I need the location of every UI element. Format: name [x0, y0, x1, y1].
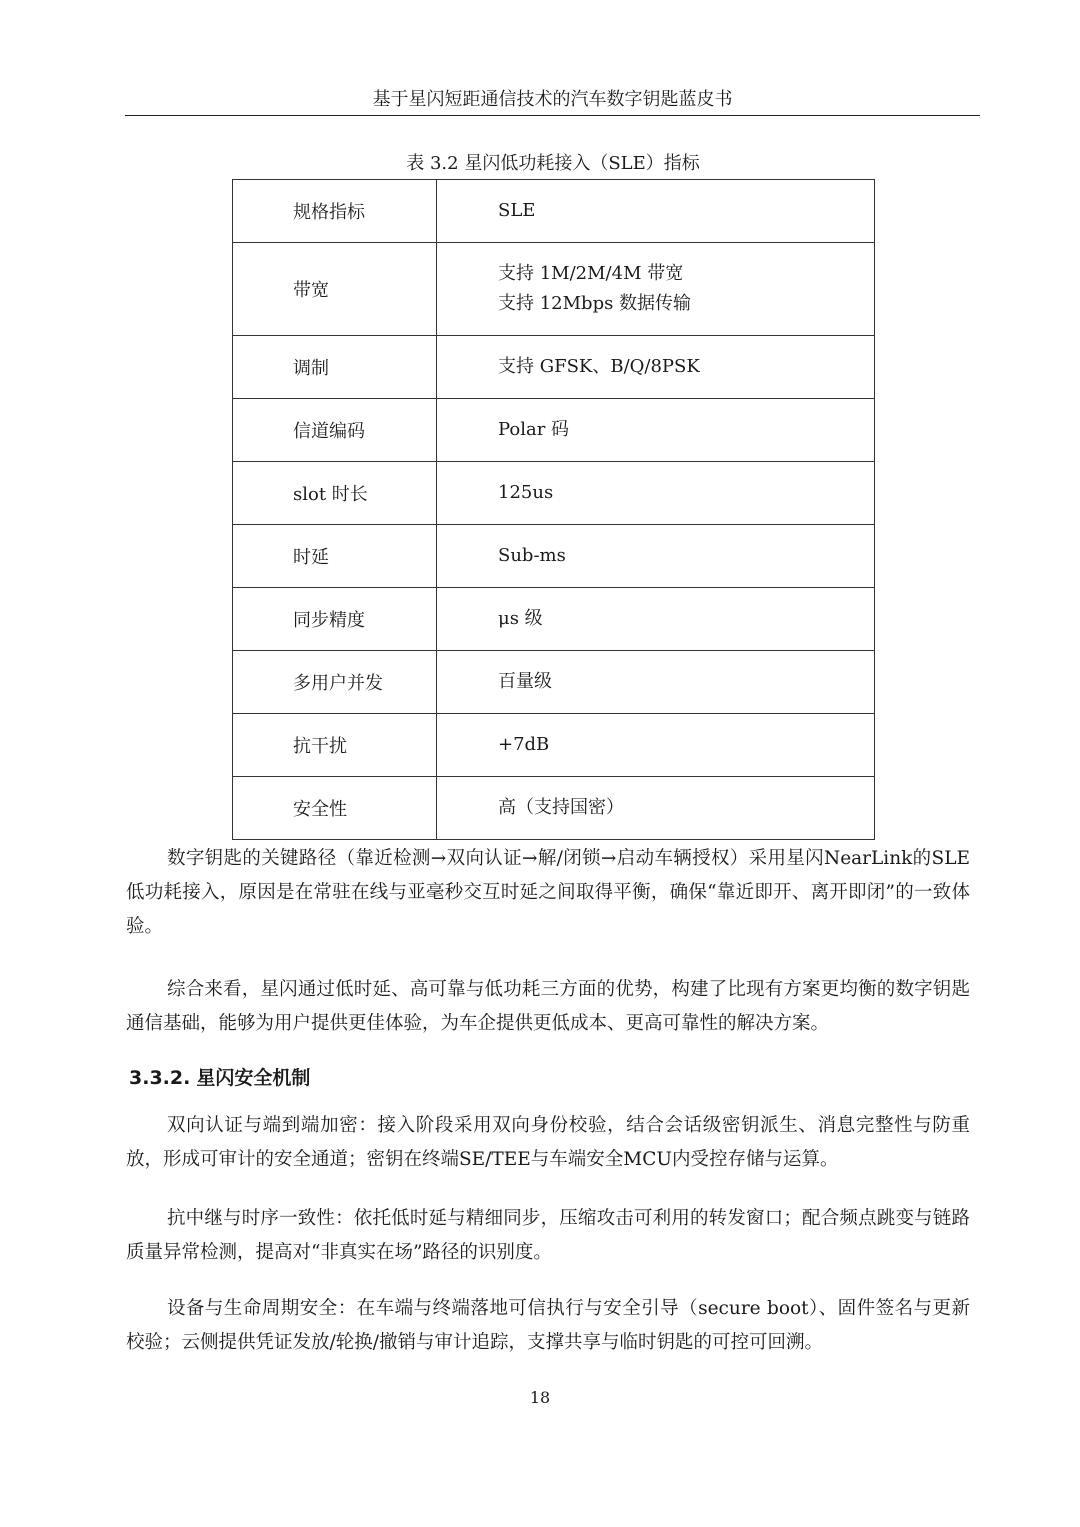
body-paragraph-lifecycle: 设备与生命周期安全：在车端与终端落地可信执行与安全引导（secure boot）、固件签名与更新校验；云侧提供凭证发放/轮换/撤销与审计追踪，支撑共享与临时钥匙的可控可回溯。	[126, 1298, 970, 1353]
spec-value-cell	[437, 651, 875, 714]
spec-value: 支持 1M/2M/4M 带宽	[498, 263, 684, 284]
spec-value-cell	[437, 525, 875, 588]
spec-value: +7dB	[498, 734, 550, 755]
spec-value: Sub-ms	[498, 545, 566, 566]
table-row	[233, 462, 875, 525]
spec-name: 抗干扰	[293, 736, 347, 757]
table-row	[233, 336, 875, 399]
spec-value: SLE	[498, 200, 536, 221]
page-number: 18	[529, 1388, 551, 1407]
spec-name-cell	[233, 777, 437, 840]
section-number: 3.3.2.	[129, 1067, 191, 1089]
spec-name-cell	[233, 651, 437, 714]
spec-value-cell	[437, 399, 875, 462]
table-row	[233, 588, 875, 651]
spec-value: 支持 GFSK、B/Q/8PSK	[498, 356, 700, 377]
spec-name-cell	[233, 243, 437, 336]
spec-value-cell	[437, 462, 875, 525]
spec-name: 多用户并发	[293, 673, 383, 694]
body-paragraph-anti-relay: 抗中继与时序一致性：依托低时延与精细同步，压缩攻击可利用的转发窗口；配合频点跳变与链路质量异常检测，提高对“非真实在场”路径的识别度。	[126, 1208, 970, 1263]
spec-value-cell	[437, 180, 875, 243]
section-heading	[129, 1063, 310, 1093]
table-row	[233, 714, 875, 777]
spec-name: 时延	[293, 547, 329, 568]
body-paragraph-summary: 综合来看，星闪通过低时延、高可靠与低功耗三方面的优势，构建了比现有方案更均衡的数字钥匙通信基础，能够为用户提供更佳体验，为车企提供更低成本、更高可靠性的解决方案。	[126, 979, 970, 1034]
table-row	[233, 399, 875, 462]
spec-name: 规格指标	[293, 202, 365, 223]
spec-name: slot 时长	[293, 484, 368, 505]
spec-value-cell	[437, 588, 875, 651]
table-row	[233, 777, 875, 840]
spec-name-cell	[233, 462, 437, 525]
spec-name: 带宽	[293, 280, 329, 301]
spec-name: 调制	[293, 358, 329, 379]
table-caption: 表 3.2 星闪低功耗接入（SLE）指标	[406, 153, 700, 174]
running-header: 基于星闪短距通信技术的汽车数字钥匙蓝皮书	[372, 89, 733, 110]
table-row	[233, 243, 875, 336]
spec-name-cell	[233, 399, 437, 462]
header-rule	[125, 115, 980, 116]
spec-name-cell	[233, 714, 437, 777]
spec-table	[232, 179, 875, 840]
spec-name-cell	[233, 525, 437, 588]
spec-value: 支持 12Mbps 数据传输	[498, 293, 692, 314]
spec-value-cell	[437, 243, 875, 336]
table-row	[233, 525, 875, 588]
spec-value-cell	[437, 336, 875, 399]
spec-name: 同步精度	[293, 610, 365, 631]
spec-name: 安全性	[293, 799, 347, 820]
section-title: 星闪安全机制	[196, 1067, 311, 1089]
spec-value: μs 级	[498, 608, 543, 629]
spec-name-cell	[233, 180, 437, 243]
spec-name-cell	[233, 336, 437, 399]
spec-name-cell	[233, 588, 437, 651]
spec-value-cell	[437, 777, 875, 840]
spec-value: Polar 码	[498, 419, 570, 440]
spec-value: 百量级	[498, 671, 552, 692]
body-paragraph-auth: 双向认证与端到端加密：接入阶段采用双向身份校验，结合会话级密钥派生、消息完整性与防重放，形成可审计的安全通道；密钥在终端SE/TEE与车端安全MCU内受控存储与运算。	[126, 1115, 970, 1170]
table-row	[233, 651, 875, 714]
body-paragraph-key-path: 数字钥匙的关键路径（靠近检测→双向认证→解/闭锁→启动车辆授权）采用星闪NearLink的SLE低功耗接入，原因是在常驻在线与亚毫秒交互时延之间取得平衡，确保“靠近即开、离开即闭”的一致体验。	[126, 848, 970, 937]
table-row	[233, 180, 875, 243]
spec-value-cell	[437, 714, 875, 777]
spec-value: 高（支持国密）	[498, 797, 624, 818]
spec-value: 125us	[498, 482, 554, 503]
spec-table-body	[233, 180, 875, 840]
spec-name: 信道编码	[293, 421, 365, 442]
